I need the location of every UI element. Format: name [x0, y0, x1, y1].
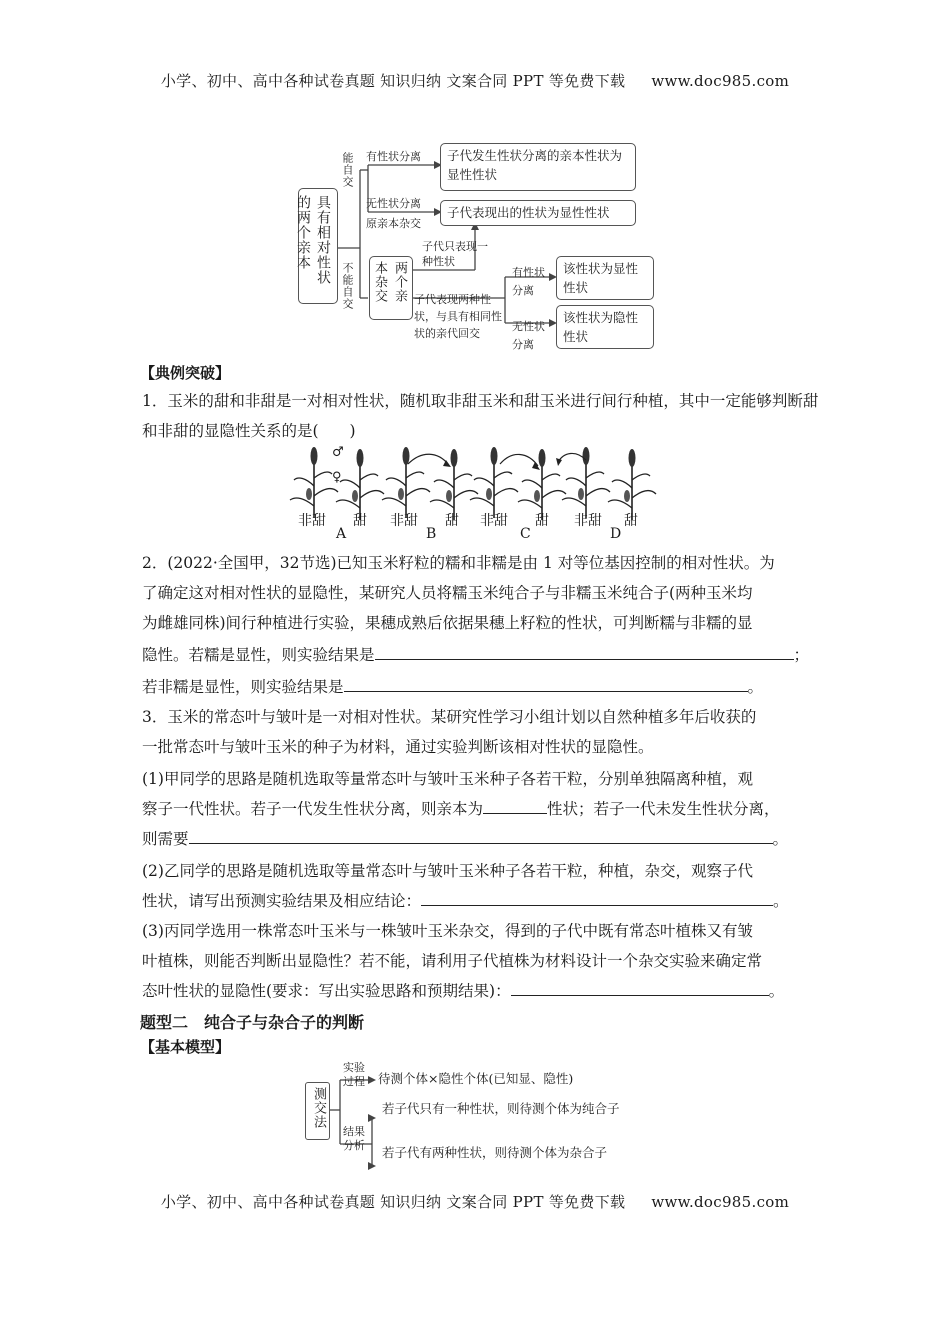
plant-label-4: 甜: [445, 513, 459, 529]
q3-part2-text: 性状，请写出预测实验结果及相应结论：: [142, 892, 422, 910]
female-symbol: ♀: [332, 470, 342, 485]
q3-line-2: 一批常态叶与皱叶玉米的种子为材料，通过实验判断该相对性状的显隐性。: [142, 738, 654, 756]
q3-part1-end: 。: [772, 830, 789, 848]
pollination-arrow-c: [500, 454, 538, 466]
plant-5: [470, 447, 518, 518]
q3-part1-blank-1[interactable]: [483, 795, 547, 814]
header-text: 小学、初中、高中各种试卷真题 知识归纳 文案合同 PPT 等免费下载: [160, 72, 626, 90]
male-symbol: ♂: [332, 445, 344, 460]
process-text: 待测个体×隐性个体(已知显、隐性): [378, 1071, 574, 1086]
q2-answer-blank-2[interactable]: [344, 673, 748, 692]
plant-label-8: 甜: [624, 513, 638, 529]
plant-label-1: 非甜: [298, 513, 326, 529]
q2-line-1: 2．(2022·全国甲，32节选)已知玉米籽粒的糯和非糯是由 1 对等位基因控制的相对性状。为: [142, 554, 775, 572]
q2-line-3: 为雌雄同株)间行种植进行实验，果穗成熟后依据果穗上籽粒的性状，可判断糯与非糯的显: [142, 614, 753, 632]
q3-part1-line-1: (1)甲同学的思路是随机选取等量常态叶与皱叶玉米种子各若干粒，分别单独隔离种植，观: [142, 770, 753, 788]
q3-part1-line-2: [142, 794, 822, 824]
result-heterozygous: 若子代有两种性状，则待测个体为杂合子: [382, 1145, 608, 1160]
root-box: 具有相对性状的两个亲本: [298, 188, 338, 304]
plant-1: [290, 447, 338, 518]
q2-line-5-end: 。: [747, 678, 764, 696]
result-is-recessive: 该性状为隐性性状: [556, 305, 654, 349]
option-c[interactable]: C: [520, 526, 531, 542]
pollination-arrow-d: [558, 453, 586, 462]
q2-line-5-text: 若非糯是显性，则实验结果是: [142, 678, 344, 696]
plant-label-5: 非甜: [480, 513, 508, 529]
segregation-yes-label-2: 有性状分离: [512, 266, 545, 297]
section-heading-model: 【基本模型】: [140, 1038, 231, 1056]
q2-answer-blank-1[interactable]: [375, 641, 794, 660]
segregation-no-label-2: 无性状分离: [512, 320, 545, 351]
q3-part1-blank-2[interactable]: [189, 825, 773, 844]
pollination-arrow-b: [408, 454, 448, 464]
q3-part2-blank[interactable]: [421, 887, 773, 906]
option-b[interactable]: B: [426, 526, 437, 542]
result-is-dominant: 该性状为显性性状: [556, 256, 654, 300]
footer-url[interactable]: www.doc985.com: [651, 1193, 790, 1211]
segregation-no-label: 无性状分离: [366, 197, 421, 210]
result-dominant-parent: 子代发生性状分离的亲本性状为显性性状: [440, 143, 636, 191]
only-one-trait-label: 子代只表现一种性状: [422, 240, 488, 268]
parent-cross-label: 原亲本杂交: [366, 217, 421, 230]
header-url[interactable]: www.doc985.com: [651, 72, 790, 90]
q3-part1-text-c: 则需要: [142, 830, 189, 848]
q3-part2-end: 。: [773, 892, 789, 910]
plant-3: [382, 447, 430, 518]
process-label: 实验过程: [343, 1061, 365, 1088]
cross-box: 两个亲本杂交: [369, 256, 413, 320]
arrow-head-b: [443, 460, 451, 467]
option-a[interactable]: A: [336, 526, 347, 542]
can-self-label: 能自交: [341, 152, 354, 188]
page-footer: [0, 1191, 950, 1212]
q2-line-2: 了确定这对相对性状的显隐性，某研究人员将糯玉米纯合子与非糯玉米纯合子(两种玉米均: [142, 584, 753, 602]
q3-part2-line-1: (2)乙同学的思路是随机选取等量常态叶与皱叶玉米种子各若干粒，种植，杂交，观察子代: [142, 862, 753, 880]
q3-part1-text-b: 性状；若子一代未发生性状分离，: [547, 800, 780, 818]
q2-line-4-end: ；: [793, 646, 810, 664]
arrow-head-d: [556, 458, 562, 466]
q3-part3-blank[interactable]: [511, 977, 769, 996]
section-heading-example: 【典例突破】: [140, 364, 231, 382]
plant-label-6: 甜: [535, 513, 549, 529]
testcross-root: 测交法: [305, 1082, 330, 1140]
q2-line-4-text: 隐性。若糯是显性，则实验结果是: [142, 646, 375, 664]
plant-label-3: 非甜: [390, 513, 418, 529]
analysis-label: 结果分析: [343, 1125, 365, 1152]
question-1-text: 1．玉米的甜和非甜是一对相对性状，随机取非甜玉米和甜玉米进行间行种植，其中一定能够判断甜和非甜的显隐性关系的是( ): [142, 392, 819, 440]
cannot-self-label: 不能自交: [341, 262, 354, 310]
q3-part3-line-3: [142, 976, 822, 1006]
q3-part3-text: 态叶性状的显隐性(要求：写出实验思路和预期结果)：: [142, 982, 511, 1000]
q3-part3-line-1: (3)丙同学选用一株常态叶玉米与一株皱叶玉米杂交，得到的子代中既有常态叶植株又有皱: [142, 922, 753, 940]
option-d[interactable]: D: [610, 526, 622, 542]
q3-part3-end: 。: [768, 982, 785, 1000]
q3-part3-line-2: 叶植株，则能否判断出显隐性？若不能，请利用子代植株为材料设计一个杂交实验来确定常: [142, 952, 763, 970]
q3-line-1: 3．玉米的常态叶与皱叶是一对相对性状。某研究性学习小组计划以自然种植多年后收获的: [142, 708, 757, 726]
plant-label-2: 甜: [353, 513, 367, 529]
topic-2-heading: 题型二 纯合子与杂合子的判断: [140, 1013, 365, 1032]
q3-part2-line-2: [142, 886, 822, 916]
plant-label-7: 非甜: [574, 513, 602, 529]
q2-line-4: [142, 640, 822, 670]
q3-part1-line-3: [142, 824, 822, 854]
result-offspring-dominant: 子代表现出的性状为显性性状: [440, 200, 636, 226]
q3-part1-text-a: 察子一代性状。若子一代发生性状分离，则亲本为: [142, 800, 484, 818]
plant-7: [562, 447, 610, 518]
two-traits-label: 子代表现两种性状，与具有相同性状的亲代回交: [414, 293, 502, 340]
result-homozygous: 若子代只有一种性状，则待测个体为纯合子: [382, 1101, 620, 1116]
segregation-yes-label: 有性状分离: [366, 150, 421, 163]
q2-line-5: [142, 672, 822, 702]
footer-text: 小学、初中、高中各种试卷真题 知识归纳 文案合同 PPT 等免费下载: [160, 1193, 626, 1211]
